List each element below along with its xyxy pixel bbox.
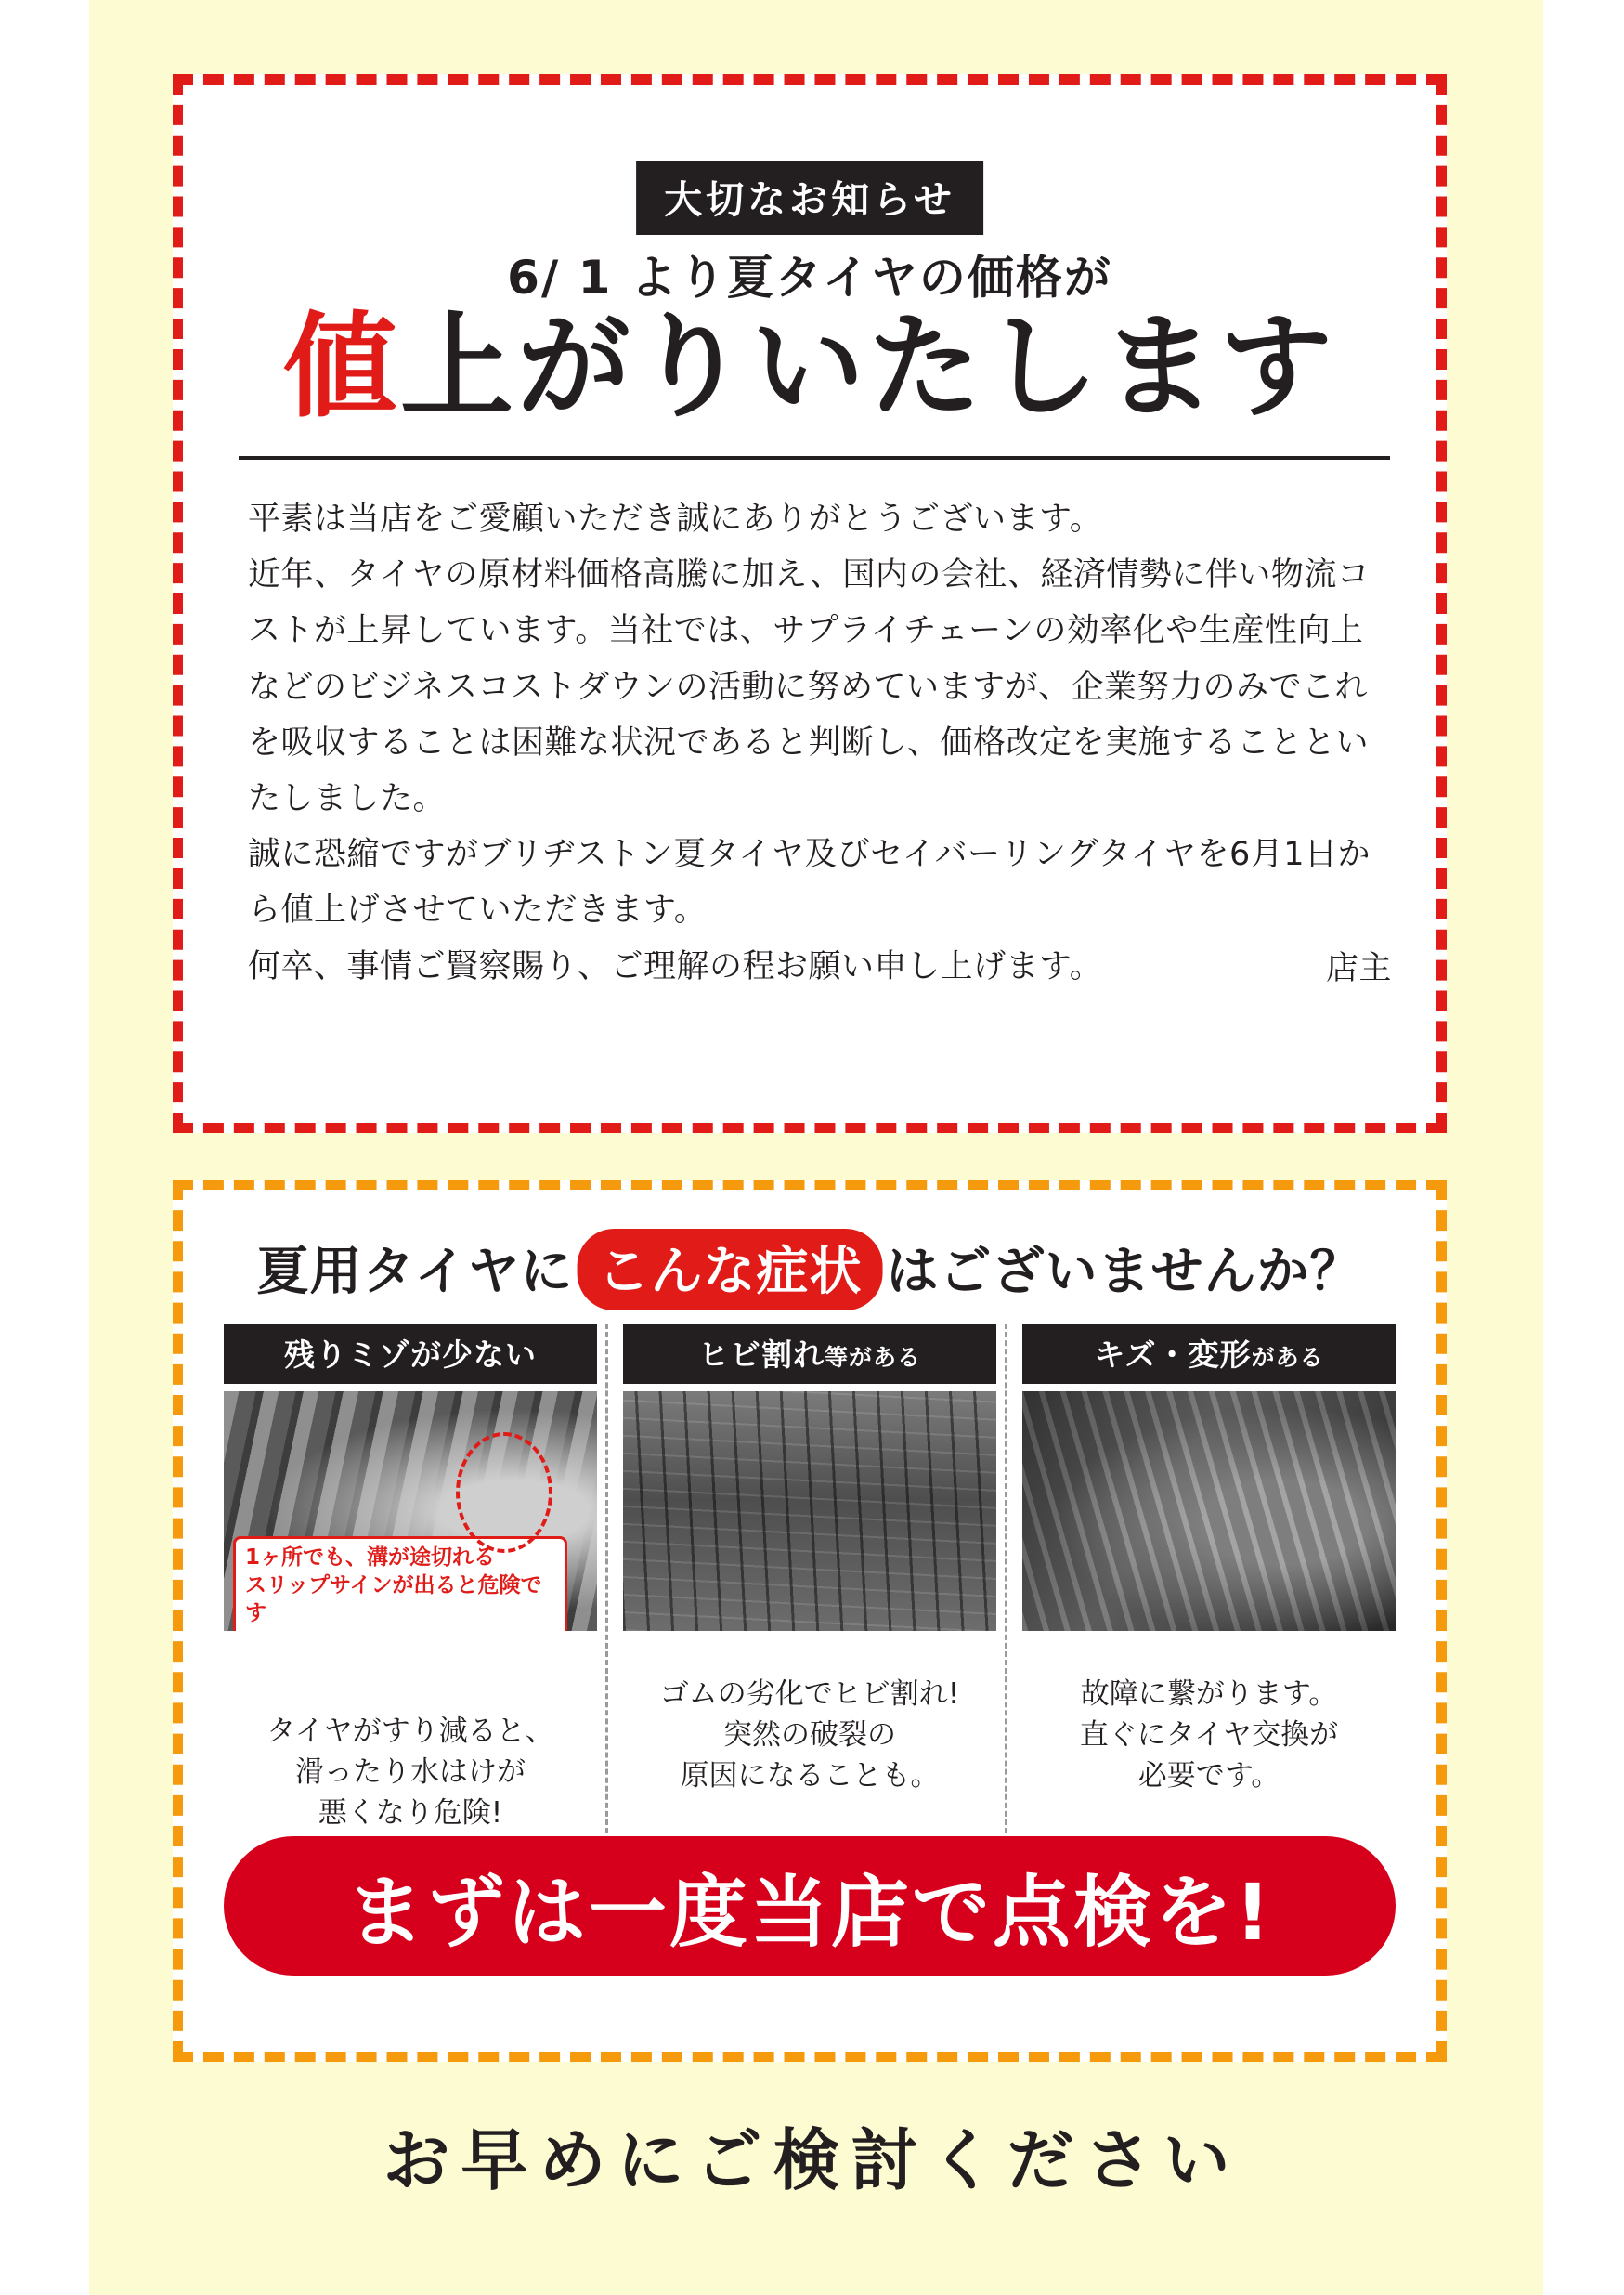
- symptom-card-caption: ゴムの劣化でヒビ割れ! 突然の破裂の 原因になることも。: [659, 1677, 960, 1793]
- symptom-card-title: [623, 1324, 996, 1384]
- symptoms-heading-post: はございませんか？: [886, 1242, 1363, 1302]
- divider-rule: [239, 456, 1390, 460]
- symptom-card-list: [224, 1324, 1396, 1833]
- symptom-card-crack: [605, 1324, 996, 1833]
- footer-message: お早めにご検討ください: [383, 2121, 1241, 2199]
- notice-body-line-1: 平素は当店をご愛顧いただき誠にありがとうございます。: [248, 501, 1103, 538]
- symptoms-heading-pre: 夏用タイヤに: [256, 1242, 574, 1302]
- symptom-card-caption: 故障に繋がります。 直ぐにタイヤ交換が 必要です。: [1079, 1677, 1339, 1793]
- symptom-card-tread: [224, 1324, 597, 1833]
- symptom-card-title-main: キズ・変形: [1094, 1337, 1252, 1373]
- notice-headline: [283, 301, 1336, 433]
- symptoms-heading: [257, 1229, 1363, 1310]
- tire-crack-photo: [623, 1391, 996, 1631]
- notice-body-line-3: 誠に恐縮ですがブリヂストン夏タイヤ及びセイバーリングタイヤを6月1日から値上げさせていただきます。: [248, 836, 1371, 930]
- notice-subheadline: 6/ 1 より夏タイヤの価格が: [507, 251, 1112, 305]
- notice-headline-rest: 上がりいたします: [400, 301, 1336, 433]
- notice-body-line-2: 近年、タイヤの原材料価格高騰に加え、国内の会社、経済情勢に伴い物流コストが上昇しています。当社では、サプライチェーンの効率化や生産性向上などのビジネスコストダウンの活動に努めていますが、企業努力のみでこれを吸収することは困難な状況であると判断し、価格改定を実施することといたしました。: [248, 556, 1371, 817]
- notice-body-line-4: 何卒、事情ご賢察賜り、ご理解の程お願い申し上げます。: [248, 947, 1103, 985]
- symptom-card-title-sub: がある: [1251, 1344, 1324, 1371]
- symptom-card-title-main: ヒビ割れ: [697, 1337, 825, 1373]
- slip-sign-callout: 1ヶ所でも、溝が途切れる スリップサインが出ると危険です: [233, 1536, 567, 1631]
- tire-sidewall-damage-photo: [1022, 1391, 1396, 1631]
- notice-signature: 店主: [1325, 949, 1392, 987]
- symptom-card-title: [224, 1324, 597, 1384]
- symptom-card-caption: タイヤがすり減ると、 滑ったり水はけが 悪くなり危険!: [266, 1715, 554, 1831]
- inspection-cta-banner[interactable]: [224, 1836, 1396, 1976]
- important-notice-badge: 大切なお知らせ: [636, 161, 983, 235]
- symptom-card-title-sub: 等がある: [824, 1344, 921, 1371]
- notice-headline-accent: 値: [283, 301, 400, 433]
- tire-tread-photo: [224, 1391, 597, 1631]
- inspection-cta-label: まずは一度当店で点検を!: [345, 1866, 1274, 1958]
- symptoms-heading-pill: こんな症状: [577, 1229, 882, 1310]
- symptom-card-damage: [1005, 1324, 1396, 1833]
- symptom-card-title: [1022, 1324, 1396, 1384]
- price-notice-panel: [173, 74, 1447, 1133]
- symptom-card-title-main: 残りミゾが少ない: [284, 1337, 537, 1373]
- notice-body: [248, 491, 1392, 997]
- symptoms-panel: [173, 1180, 1447, 2062]
